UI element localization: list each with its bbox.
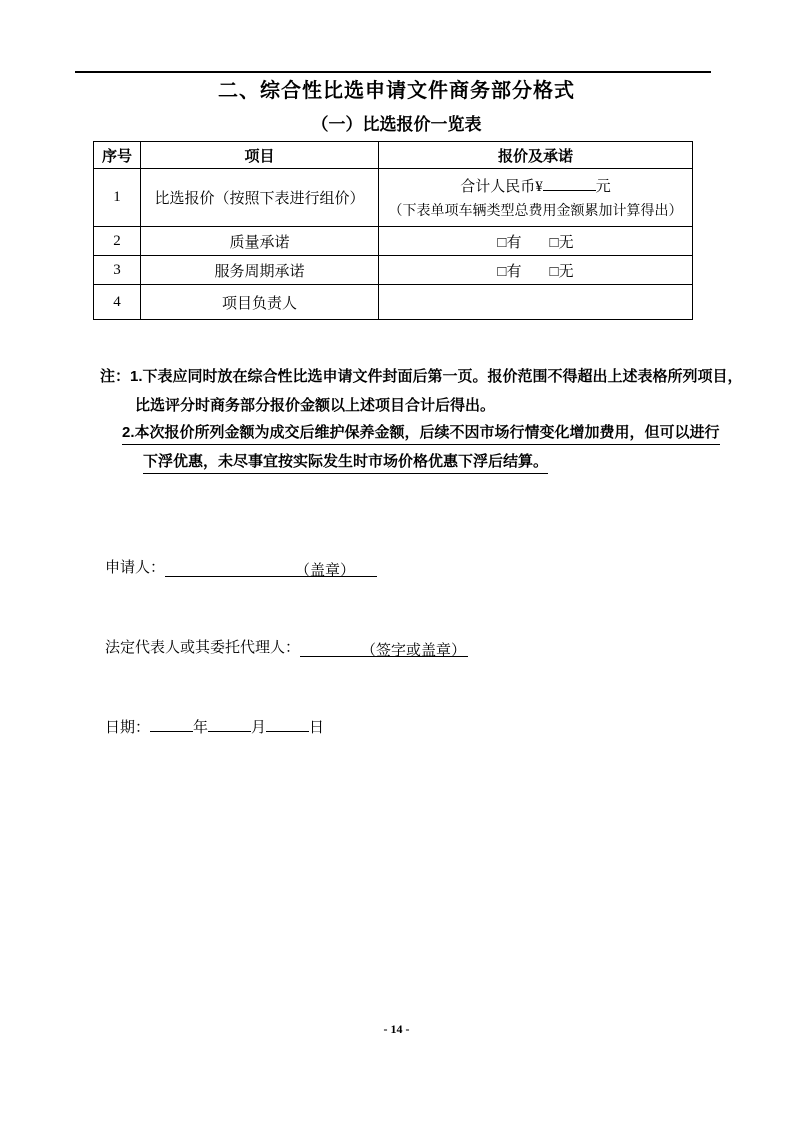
representative-label: 法定代表人或其委托代理人：	[105, 640, 301, 656]
day-label: 日	[309, 720, 325, 736]
checkbox-label: 有	[506, 234, 522, 251]
year-blank-field[interactable]	[150, 717, 193, 732]
header-cell-no: 序号	[94, 142, 141, 169]
date-line	[105, 716, 324, 737]
amount-suffix: 元	[595, 179, 611, 195]
header-rule	[75, 71, 711, 73]
note2-line2: 下浮优惠，未尽事宜按实际发生时市场价格优惠下浮后结算。	[143, 450, 548, 474]
quote-summary-table	[93, 141, 693, 320]
representative-blank-field[interactable]	[300, 639, 468, 657]
row2-item: 质量承诺	[141, 227, 379, 256]
table-header-row	[94, 142, 693, 169]
row1-item: 比选报价（按照下表进行组价）	[141, 169, 379, 227]
note2-line1: 2.本次报价所列金额为成交后维护保养金额，后续不因市场行情变化增加费用，但可以进行	[122, 421, 720, 445]
checkbox-icon[interactable]: □	[549, 263, 559, 280]
table-row	[94, 227, 693, 256]
page-title: 二、综合性比选申请文件商务部分格式	[218, 80, 575, 102]
checkbox-icon[interactable]: □	[497, 263, 507, 280]
table-row	[94, 285, 693, 320]
year-label: 年	[193, 720, 209, 736]
row1-quote	[379, 169, 693, 227]
checkbox-icon[interactable]: □	[549, 234, 559, 251]
page-number: - 14 -	[383, 1022, 410, 1036]
header-cell-item: 项目	[141, 142, 379, 169]
day-blank-field[interactable]	[266, 717, 309, 732]
applicant-signature-line	[105, 556, 377, 577]
row2-quote	[379, 227, 693, 256]
row4-quote-empty	[379, 285, 693, 320]
month-blank-field[interactable]	[208, 717, 251, 732]
page-subtitle: （一）比选报价一览表	[311, 115, 482, 134]
row3-no: 3	[94, 256, 141, 285]
checkbox-label: 有	[506, 263, 522, 280]
amount-blank-field[interactable]	[543, 177, 596, 191]
month-label: 月	[251, 720, 267, 736]
note1-line2: 比选评分时商务部分报价金额以上述项目合计后得出。	[135, 397, 496, 414]
amount-prefix: 合计人民币¥	[460, 179, 543, 195]
row3-quote	[379, 256, 693, 285]
total-amount-line	[381, 175, 690, 196]
table-row	[94, 169, 693, 227]
quality-checkbox-yes[interactable]	[497, 231, 521, 252]
row1-no: 1	[94, 169, 141, 227]
amount-note: （下表单项车辆类型总费用金额累加计算得出）	[388, 204, 683, 219]
applicant-blank-field[interactable]	[165, 559, 377, 577]
date-label: 日期：	[105, 720, 151, 736]
service-period-checkbox-no[interactable]	[550, 260, 574, 281]
checkbox-label: 无	[558, 234, 574, 251]
row2-no: 2	[94, 227, 141, 256]
applicant-seal-hint: （盖章）	[295, 563, 356, 579]
service-period-checkbox-yes[interactable]	[497, 260, 521, 281]
representative-seal-hint: （签字或盖章）	[361, 643, 467, 659]
header-cell-quote: 报价及承诺	[379, 142, 693, 169]
checkbox-label: 无	[558, 263, 574, 280]
applicant-label: 申请人：	[105, 560, 166, 576]
row4-item: 项目负责人	[141, 285, 379, 320]
quality-checkbox-no[interactable]	[550, 231, 574, 252]
row3-item: 服务周期承诺	[141, 256, 379, 285]
table-row	[94, 256, 693, 285]
row4-no: 4	[94, 285, 141, 320]
checkbox-icon[interactable]: □	[497, 234, 507, 251]
representative-signature-line	[105, 636, 468, 657]
note1-line1: 注：1.下表应同时放在综合性比选申请文件封面后第一页。报价范围不得超出上述表格所列项目，	[100, 368, 743, 385]
